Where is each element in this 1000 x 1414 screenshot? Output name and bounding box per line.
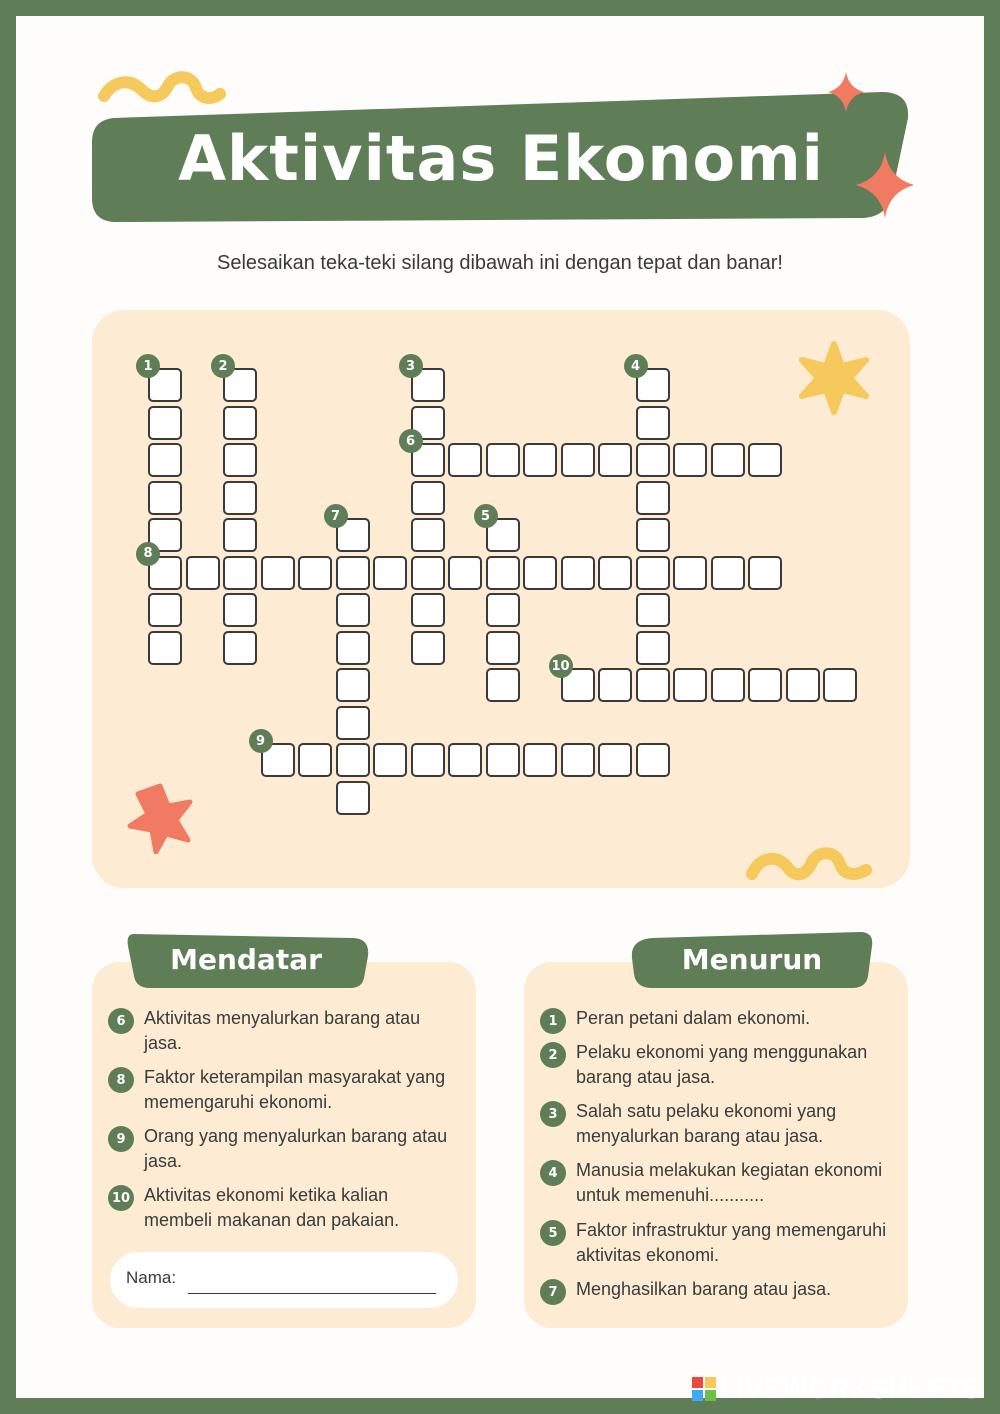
crossword-cell[interactable]	[186, 556, 220, 590]
crossword-cell[interactable]	[748, 443, 782, 477]
crossword-cell[interactable]	[148, 443, 182, 477]
crossword-cell[interactable]	[748, 668, 782, 702]
crossword-cell[interactable]	[336, 631, 370, 665]
crossword-number-badge: 4	[624, 354, 648, 378]
crossword-cell[interactable]	[411, 518, 445, 552]
crossword-cell[interactable]	[223, 443, 257, 477]
crossword-cell[interactable]	[636, 593, 670, 627]
crossword-cell[interactable]	[711, 443, 745, 477]
crossword-cell[interactable]	[636, 443, 670, 477]
crossword-cell[interactable]	[636, 518, 670, 552]
crossword-cell[interactable]	[411, 593, 445, 627]
crossword-cell[interactable]	[598, 668, 632, 702]
name-input-line[interactable]	[188, 1293, 436, 1294]
clue-text: Peran petani dalam ekonomi.	[576, 1008, 811, 1028]
crossword-cell[interactable]	[448, 743, 482, 777]
mendatar-clue	[108, 1124, 458, 1174]
mendatar-clue	[108, 1183, 458, 1233]
crossword-number-badge: 8	[136, 542, 160, 566]
crossword-number-badge: 6	[399, 429, 423, 453]
crossword-cell[interactable]	[561, 556, 595, 590]
crossword-cell[interactable]	[298, 556, 332, 590]
menurun-clue	[540, 1277, 890, 1305]
clue-number-badge: 7	[540, 1279, 566, 1305]
crossword-number-badge: 3	[399, 354, 423, 378]
menurun-clue	[540, 1099, 890, 1149]
crossword-cell[interactable]	[411, 556, 445, 590]
crossword-cell[interactable]	[373, 556, 407, 590]
clue-number-badge: 5	[540, 1220, 566, 1246]
clue-number-badge: 1	[540, 1008, 566, 1034]
crossword-cell[interactable]	[673, 668, 707, 702]
crossword-cell[interactable]	[636, 481, 670, 515]
crossword-cell[interactable]	[261, 556, 295, 590]
brand-name: LIVEWORKSHEETS	[720, 1373, 981, 1404]
clue-number-badge: 3	[540, 1101, 566, 1127]
clue-number-badge: 10	[108, 1185, 134, 1211]
crossword-cell[interactable]	[486, 668, 520, 702]
coral-flower-decoration	[124, 782, 196, 854]
crossword-cell[interactable]	[411, 481, 445, 515]
clue-number-badge: 8	[108, 1067, 134, 1093]
yellow-flower-decoration	[796, 340, 872, 416]
crossword-cell[interactable]	[673, 443, 707, 477]
crossword-cell[interactable]	[823, 668, 857, 702]
crossword-cell[interactable]	[298, 743, 332, 777]
mendatar-heading: Mendatar	[170, 942, 322, 976]
crossword-cell[interactable]	[636, 668, 670, 702]
page-title: Aktivitas Ekonomi	[178, 122, 824, 195]
liveworksheets-brand	[692, 1372, 981, 1406]
crossword-cell[interactable]	[523, 556, 557, 590]
crossword-cell[interactable]	[486, 743, 520, 777]
crossword-cell[interactable]	[336, 743, 370, 777]
crossword-cell[interactable]	[636, 406, 670, 440]
menurun-clue	[540, 1040, 890, 1090]
crossword-cell[interactable]	[336, 781, 370, 815]
menurun-clue	[540, 1158, 890, 1208]
crossword-cell[interactable]	[636, 631, 670, 665]
crossword-cell[interactable]	[336, 593, 370, 627]
crossword-number-badge: 2	[211, 354, 235, 378]
clue-text: Faktor infrastruktur yang memengaruhi aktivitas ekonomi.	[576, 1220, 887, 1265]
liveworksheets-logo-icon	[692, 1377, 716, 1401]
crossword-cell[interactable]	[486, 443, 520, 477]
clue-text: Salah satu pelaku ekonomi yang menyalurkan barang atau jasa.	[576, 1101, 837, 1146]
crossword-cell[interactable]	[448, 443, 482, 477]
crossword-cell[interactable]	[411, 631, 445, 665]
instruction-text: Selesaikan teka-teki silang dibawah ini dengan tepat dan banar!	[217, 252, 783, 274]
coral-sparkle-small	[826, 70, 866, 114]
clue-text: Faktor keterampilan masyarakat yang memengaruhi ekonomi.	[144, 1067, 446, 1112]
crossword-cell[interactable]	[223, 593, 257, 627]
menurun-clue	[540, 1006, 890, 1034]
crossword-cell[interactable]	[336, 556, 370, 590]
coral-sparkle-large	[854, 150, 916, 220]
crossword-cell[interactable]	[636, 743, 670, 777]
crossword-cell[interactable]	[598, 556, 632, 590]
crossword-cell[interactable]	[223, 556, 257, 590]
crossword-cell[interactable]	[598, 443, 632, 477]
clue-number-badge: 4	[540, 1160, 566, 1186]
crossword-cell[interactable]	[148, 481, 182, 515]
crossword-number-badge: 9	[249, 729, 273, 753]
crossword-cell[interactable]	[523, 443, 557, 477]
menurun-clue	[540, 1218, 890, 1268]
crossword-number-badge: 1	[136, 354, 160, 378]
crossword-cell[interactable]	[711, 668, 745, 702]
crossword-cell[interactable]	[448, 556, 482, 590]
clue-text: Aktivitas ekonomi ketika kalian membeli makanan dan pakaian.	[144, 1185, 400, 1230]
crossword-cell[interactable]	[786, 668, 820, 702]
crossword-cell[interactable]	[223, 518, 257, 552]
crossword-cell[interactable]	[148, 593, 182, 627]
crossword-cell[interactable]	[598, 743, 632, 777]
crossword-cell[interactable]	[561, 443, 595, 477]
crossword-cell[interactable]	[223, 481, 257, 515]
crossword-cell[interactable]	[223, 631, 257, 665]
crossword-cell[interactable]	[148, 406, 182, 440]
crossword-cell[interactable]	[223, 406, 257, 440]
crossword-number-badge: 7	[324, 504, 348, 528]
crossword-cell[interactable]	[486, 593, 520, 627]
crossword-cell[interactable]	[523, 743, 557, 777]
crossword-cell[interactable]	[711, 556, 745, 590]
crossword-cell[interactable]	[411, 743, 445, 777]
crossword-cell[interactable]	[336, 706, 370, 740]
crossword-number-badge: 5	[474, 504, 498, 528]
crossword-cell[interactable]	[636, 556, 670, 590]
clue-number-badge: 9	[108, 1126, 134, 1152]
mendatar-clue	[108, 1006, 458, 1056]
name-label: Nama:	[126, 1268, 177, 1287]
crossword-cell[interactable]	[148, 631, 182, 665]
clue-text: Pelaku ekonomi yang menggunakan barang atau jasa.	[576, 1042, 868, 1087]
clue-text: Aktivitas menyalurkan barang atau jasa.	[144, 1008, 421, 1053]
yellow-squiggle-decoration-bottom	[744, 840, 874, 892]
crossword-cell[interactable]	[561, 743, 595, 777]
clue-number-badge: 6	[108, 1008, 134, 1034]
clue-text: Manusia melakukan kegiatan ekonomi untuk memenuhi...........	[576, 1160, 883, 1205]
crossword-number-badge: 10	[549, 654, 573, 678]
menurun-heading: Menurun	[681, 942, 823, 976]
crossword-cell[interactable]	[486, 556, 520, 590]
mendatar-clue	[108, 1065, 458, 1115]
crossword-cell[interactable]	[486, 631, 520, 665]
crossword-cell[interactable]	[373, 743, 407, 777]
crossword-cell[interactable]	[673, 556, 707, 590]
crossword-cell[interactable]	[748, 556, 782, 590]
clue-text: Menghasilkan barang atau jasa.	[576, 1279, 832, 1299]
clue-number-badge: 2	[540, 1042, 566, 1068]
crossword-cell[interactable]	[336, 668, 370, 702]
clue-text: Orang yang menyalurkan barang atau jasa.	[144, 1126, 448, 1171]
